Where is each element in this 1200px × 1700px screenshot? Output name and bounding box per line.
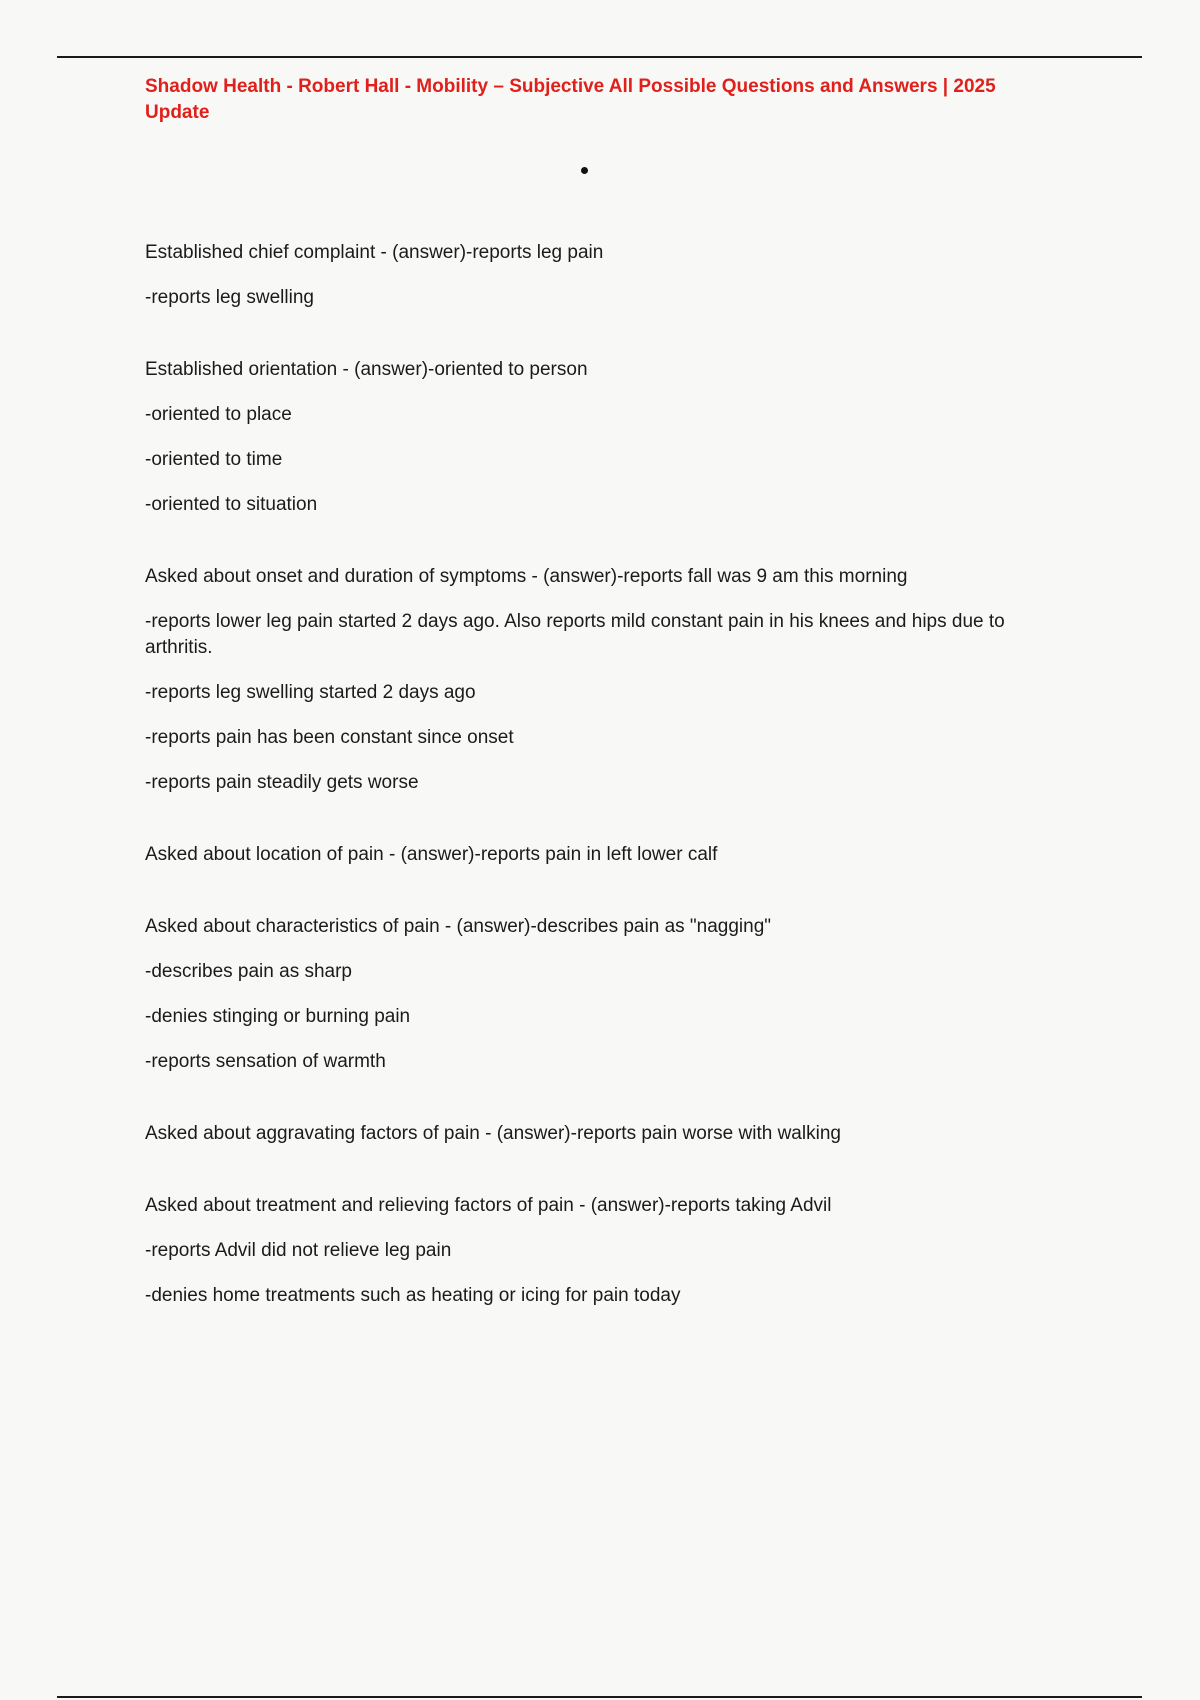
answer-line: -denies stinging or burning pain [145, 1006, 411, 1027]
answer-line: -reports Advil did not relieve leg pain [145, 1240, 452, 1261]
question-line: Established orientation - (answer)-oriented to person [145, 359, 588, 380]
qa-block [145, 1193, 1075, 1309]
qa-block [145, 357, 1075, 518]
answer-line: -reports pain steadily gets worse [145, 772, 419, 793]
bottom-rule [57, 1696, 1142, 1698]
qa-block [145, 240, 1075, 311]
answer-line: -oriented to place [145, 404, 292, 425]
question-line: Asked about characteristics of pain - (answer)-describes pain as "nagging" [145, 916, 772, 937]
answer-line: -reports leg swelling started 2 days ago [145, 682, 476, 703]
qa-content [145, 240, 1075, 1355]
top-rule [57, 56, 1142, 58]
bullet-point [581, 167, 588, 174]
answer-line: -denies home treatments such as heating or icing for pain today [145, 1285, 681, 1306]
qa-block [145, 1121, 1075, 1147]
question-line: Asked about location of pain - (answer)-reports pain in left lower calf [145, 844, 718, 865]
answer-line: -reports pain has been constant since onset [145, 727, 514, 748]
answer-line: -reports sensation of warmth [145, 1051, 386, 1072]
question-line: Asked about onset and duration of symptoms - (answer)-reports fall was 9 am this morning [145, 566, 908, 587]
qa-block [145, 842, 1075, 868]
answer-line: -reports leg swelling [145, 287, 314, 308]
document-title: Shadow Health - Robert Hall - Mobility – Subjective All Possible Questions and Answers | 2025 Update [145, 76, 996, 123]
question-line: Asked about treatment and relieving factors of pain - (answer)-reports taking Advil [145, 1195, 832, 1216]
question-line: Asked about aggravating factors of pain - (answer)-reports pain worse with walking [145, 1123, 841, 1144]
answer-line: -reports lower leg pain started 2 days ago. Also reports mild constant pain in his knees and hips due to arthritis. [145, 611, 1005, 658]
qa-block [145, 914, 1075, 1075]
answer-line: -oriented to time [145, 449, 283, 470]
answer-line: -oriented to situation [145, 494, 318, 515]
qa-block [145, 564, 1075, 796]
answer-line: -describes pain as sharp [145, 961, 352, 982]
question-line: Established chief complaint - (answer)-reports leg pain [145, 242, 604, 263]
